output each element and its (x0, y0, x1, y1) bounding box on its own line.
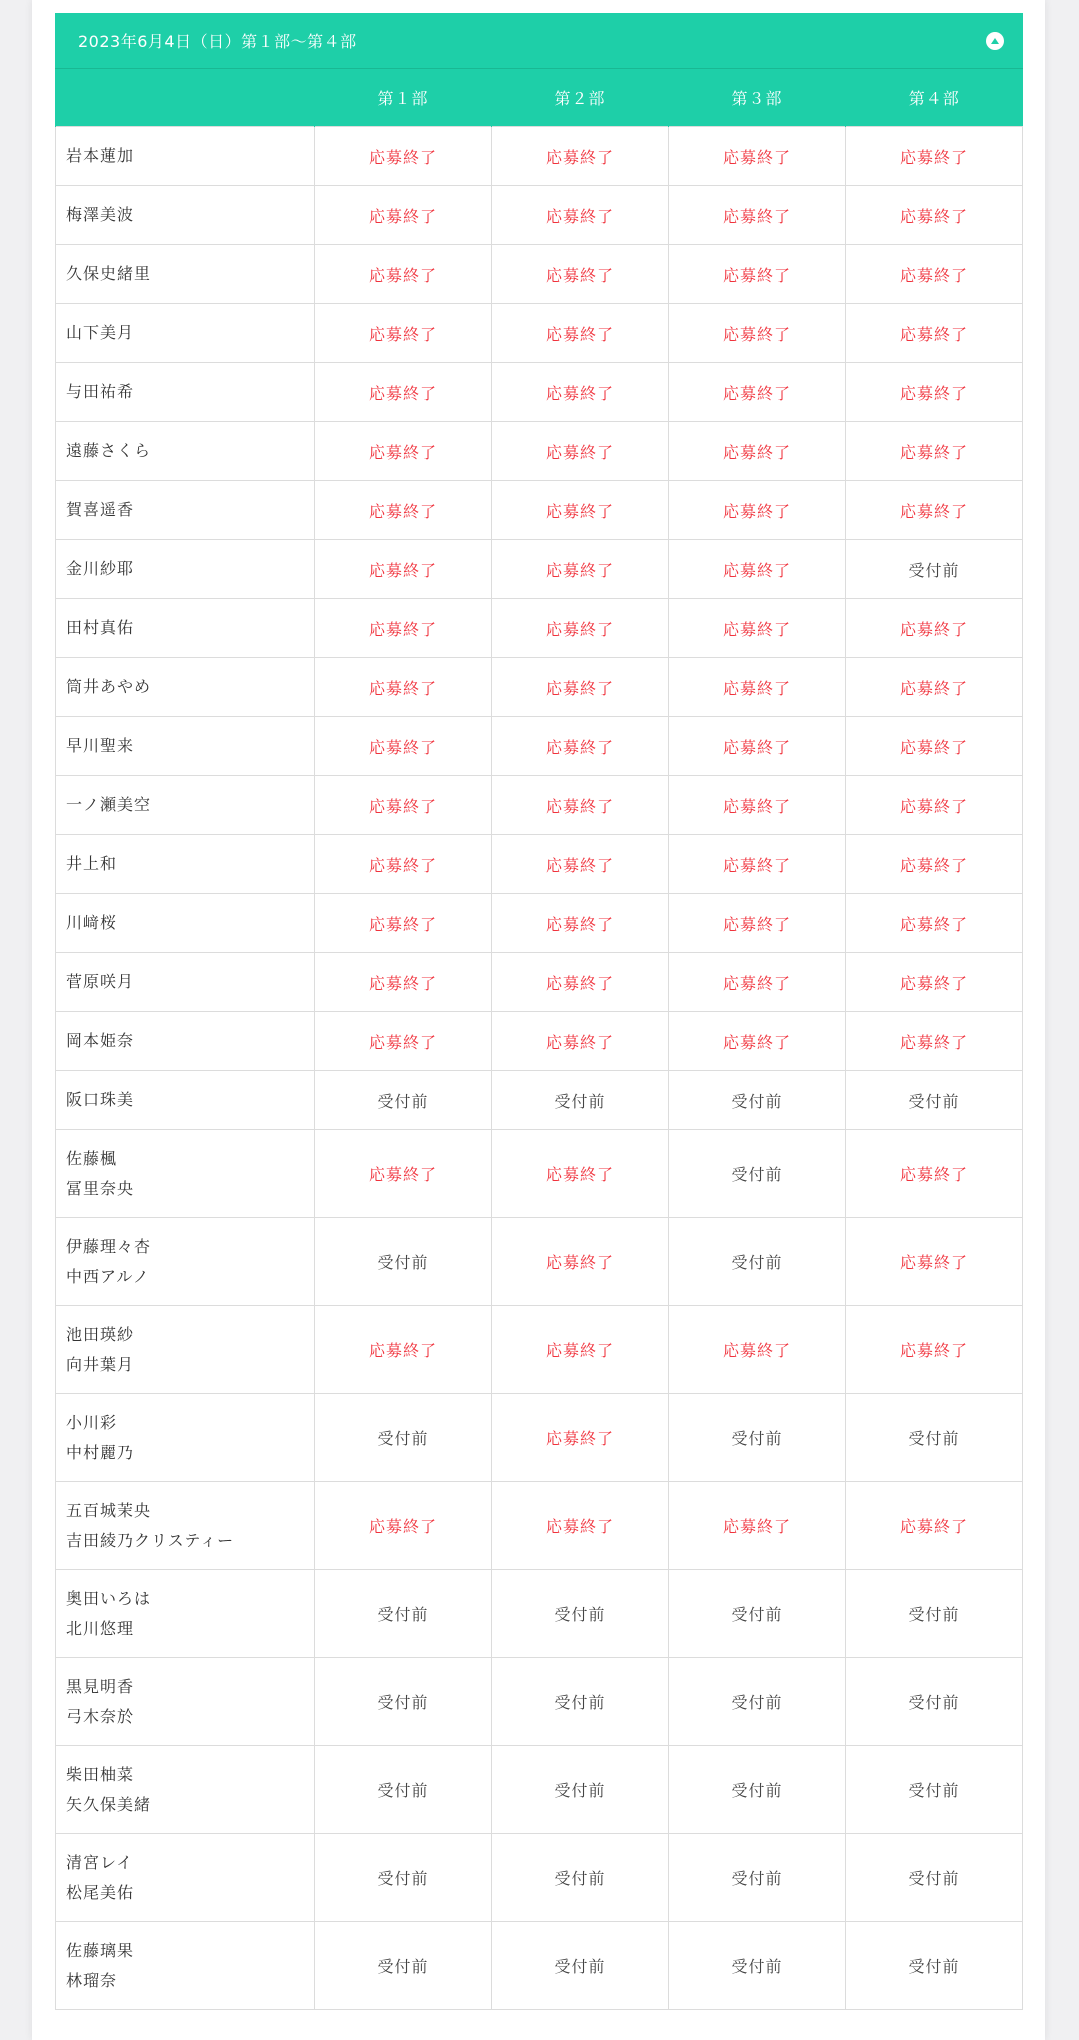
status-part-2: 応募終了 (492, 599, 669, 658)
member-name-cell (56, 186, 315, 245)
status-part-4: 応募終了 (846, 304, 1023, 363)
status-part-3: 応募終了 (669, 186, 846, 245)
status-part-2: 応募終了 (492, 1218, 669, 1306)
status-part-2: 応募終了 (492, 953, 669, 1012)
status-part-3: 受付前 (669, 1218, 846, 1306)
member-name-cell (56, 363, 315, 422)
status-part-1: 応募終了 (315, 1012, 492, 1071)
status-part-4: 応募終了 (846, 422, 1023, 481)
status-part-4: 応募終了 (846, 245, 1023, 304)
status-part-1: 応募終了 (315, 894, 492, 953)
member-name-cell (56, 1922, 315, 2010)
status-part-3: 応募終了 (669, 717, 846, 776)
status-part-4: 応募終了 (846, 363, 1023, 422)
status-part-1: 応募終了 (315, 1306, 492, 1394)
status-part-4: 応募終了 (846, 835, 1023, 894)
member-name: 中西アルノ (66, 1266, 150, 1286)
table-row (56, 1834, 1023, 1922)
status-part-2: 応募終了 (492, 363, 669, 422)
member-name-cell (56, 481, 315, 540)
member-name-cell (56, 1746, 315, 1834)
status-part-4: 応募終了 (846, 1130, 1023, 1218)
table-row (56, 599, 1023, 658)
member-name: 岡本姫奈 (66, 1031, 135, 1050)
status-part-1: 受付前 (315, 1570, 492, 1658)
status-part-1: 応募終了 (315, 245, 492, 304)
member-name: 岩本蓮加 (66, 146, 135, 165)
status-part-2: 受付前 (492, 1071, 669, 1130)
status-part-1: 受付前 (315, 1218, 492, 1306)
member-name-cell (56, 540, 315, 599)
member-name: 弓木奈於 (66, 1706, 135, 1726)
table-row (56, 1570, 1023, 1658)
status-part-1: 応募終了 (315, 363, 492, 422)
table-row (56, 776, 1023, 835)
status-part-2: 受付前 (492, 1570, 669, 1658)
member-name: 遠藤さくら (66, 441, 152, 460)
status-part-1: 応募終了 (315, 481, 492, 540)
status-part-2: 応募終了 (492, 1394, 669, 1482)
member-name: 一ノ瀬美空 (66, 795, 152, 814)
member-name: 伊藤理々杏 (66, 1236, 152, 1256)
status-part-2: 応募終了 (492, 186, 669, 245)
status-part-3: 受付前 (669, 1394, 846, 1482)
member-name-cell (56, 1218, 315, 1306)
member-name-cell (56, 835, 315, 894)
table-row (56, 1482, 1023, 1570)
status-part-4: 応募終了 (846, 1306, 1023, 1394)
status-part-1: 受付前 (315, 1834, 492, 1922)
table-row (56, 894, 1023, 953)
status-part-3: 応募終了 (669, 599, 846, 658)
status-part-2: 応募終了 (492, 422, 669, 481)
member-name: 清宮レイ (66, 1852, 134, 1872)
table-row (56, 186, 1023, 245)
status-part-1: 応募終了 (315, 1482, 492, 1570)
collapse-icon[interactable] (986, 32, 1004, 50)
member-name: 吉田綾乃クリスティー (66, 1530, 235, 1550)
member-name-cell (56, 1482, 315, 1570)
table-row (56, 1306, 1023, 1394)
table-row (56, 1658, 1023, 1746)
member-name-cell (56, 1570, 315, 1658)
status-part-3: 応募終了 (669, 1306, 846, 1394)
status-part-3: 応募終了 (669, 363, 846, 422)
status-part-3: 応募終了 (669, 540, 846, 599)
member-name: 冨里奈央 (66, 1178, 135, 1198)
status-part-3: 応募終了 (669, 304, 846, 363)
status-part-2: 応募終了 (492, 658, 669, 717)
status-part-1: 応募終了 (315, 304, 492, 363)
member-name-cell (56, 304, 315, 363)
status-part-4: 応募終了 (846, 599, 1023, 658)
member-name-cell (56, 1071, 315, 1130)
column-header-part-2: 第２部 (492, 69, 669, 127)
column-header-part-1: 第１部 (315, 69, 492, 127)
table-row (56, 835, 1023, 894)
member-name: 山下美月 (66, 323, 135, 342)
table-row (56, 1218, 1023, 1306)
table-row (56, 1922, 1023, 2010)
table-row (56, 422, 1023, 481)
member-name: 向井葉月 (66, 1354, 135, 1374)
table-row (56, 363, 1023, 422)
member-name: 奥田いろは (66, 1588, 152, 1608)
column-header-part-3: 第３部 (669, 69, 846, 127)
member-name: 佐藤璃果 (66, 1940, 135, 1960)
status-part-3: 受付前 (669, 1570, 846, 1658)
table-row (56, 658, 1023, 717)
table-row (56, 127, 1023, 186)
member-name: 池田瑛紗 (66, 1324, 135, 1344)
status-part-4: 受付前 (846, 1658, 1023, 1746)
status-part-1: 応募終了 (315, 835, 492, 894)
status-part-4: 応募終了 (846, 776, 1023, 835)
date-title: 2023年6月4日（日）第１部〜第４部 (78, 32, 357, 51)
table-row (56, 1071, 1023, 1130)
status-part-4: 受付前 (846, 1922, 1023, 2010)
member-name: 梅澤美波 (66, 205, 135, 224)
status-part-4: 応募終了 (846, 717, 1023, 776)
table-row (56, 304, 1023, 363)
status-part-1: 受付前 (315, 1746, 492, 1834)
member-name: 田村真佑 (66, 618, 135, 637)
schedule-table (55, 69, 1023, 2010)
column-header-part-4: 第４部 (846, 69, 1023, 127)
status-part-3: 応募終了 (669, 481, 846, 540)
status-part-2: 応募終了 (492, 1130, 669, 1218)
member-name: 金川紗耶 (66, 559, 135, 578)
member-name: 小川彩 (66, 1412, 118, 1432)
status-part-1: 応募終了 (315, 658, 492, 717)
status-part-4: 受付前 (846, 1834, 1023, 1922)
member-name-cell (56, 1306, 315, 1394)
member-name: 林瑠奈 (66, 1970, 118, 1990)
table-row (56, 1394, 1023, 1482)
schedule-card (32, 0, 1045, 2040)
status-part-1: 応募終了 (315, 717, 492, 776)
status-part-3: 受付前 (669, 1658, 846, 1746)
table-row (56, 1746, 1023, 1834)
member-name: 中村麗乃 (66, 1442, 135, 1462)
member-name: 松尾美佑 (66, 1882, 135, 1902)
member-name: 北川悠理 (66, 1618, 135, 1638)
member-name-cell (56, 245, 315, 304)
status-part-2: 応募終了 (492, 717, 669, 776)
status-part-4: 応募終了 (846, 481, 1023, 540)
date-header[interactable] (55, 13, 1023, 69)
status-part-3: 応募終了 (669, 776, 846, 835)
status-part-3: 応募終了 (669, 953, 846, 1012)
status-part-4: 受付前 (846, 1394, 1023, 1482)
member-name: 与田祐希 (66, 382, 135, 401)
member-name: 阪口珠美 (66, 1090, 135, 1109)
status-part-4: 受付前 (846, 1746, 1023, 1834)
member-name-cell (56, 658, 315, 717)
status-part-4: 受付前 (846, 1570, 1023, 1658)
status-part-4: 応募終了 (846, 1482, 1023, 1570)
member-name-cell (56, 894, 315, 953)
table-row (56, 540, 1023, 599)
status-part-3: 受付前 (669, 1746, 846, 1834)
member-name: 矢久保美緒 (66, 1794, 152, 1814)
member-name-cell (56, 599, 315, 658)
status-part-2: 応募終了 (492, 481, 669, 540)
status-part-1: 応募終了 (315, 186, 492, 245)
status-part-4: 応募終了 (846, 953, 1023, 1012)
status-part-2: 応募終了 (492, 1012, 669, 1071)
status-part-4: 応募終了 (846, 127, 1023, 186)
schedule-table-wrap (55, 13, 1023, 2010)
table-row (56, 245, 1023, 304)
status-part-1: 応募終了 (315, 776, 492, 835)
status-part-4: 応募終了 (846, 1012, 1023, 1071)
status-part-2: 応募終了 (492, 1482, 669, 1570)
status-part-2: 応募終了 (492, 245, 669, 304)
status-part-2: 応募終了 (492, 835, 669, 894)
table-row (56, 1012, 1023, 1071)
member-name-cell (56, 1012, 315, 1071)
status-part-2: 応募終了 (492, 304, 669, 363)
member-name: 久保史緒里 (66, 264, 152, 283)
status-part-1: 受付前 (315, 1394, 492, 1482)
member-name: 佐藤楓 (66, 1148, 118, 1168)
member-name-cell (56, 717, 315, 776)
member-name-cell (56, 127, 315, 186)
status-part-1: 応募終了 (315, 953, 492, 1012)
status-part-1: 応募終了 (315, 127, 492, 186)
table-row (56, 1130, 1023, 1218)
status-part-4: 応募終了 (846, 894, 1023, 953)
member-name-cell (56, 422, 315, 481)
member-name-cell (56, 1394, 315, 1482)
member-name-cell (56, 1658, 315, 1746)
table-header-row (56, 69, 1023, 127)
status-part-3: 応募終了 (669, 127, 846, 186)
member-name-cell (56, 1834, 315, 1922)
member-name: 黒見明香 (66, 1676, 135, 1696)
status-part-3: 応募終了 (669, 422, 846, 481)
status-part-3: 受付前 (669, 1922, 846, 2010)
status-part-2: 応募終了 (492, 1306, 669, 1394)
status-part-2: 応募終了 (492, 540, 669, 599)
status-part-2: 受付前 (492, 1658, 669, 1746)
status-part-3: 受付前 (669, 1834, 846, 1922)
status-part-1: 受付前 (315, 1922, 492, 2010)
status-part-3: 応募終了 (669, 894, 846, 953)
status-part-3: 応募終了 (669, 658, 846, 717)
status-part-1: 応募終了 (315, 422, 492, 481)
member-name: 賀喜遥香 (66, 500, 135, 519)
column-header-name (56, 69, 315, 127)
member-name-cell (56, 1130, 315, 1218)
status-part-4: 受付前 (846, 1071, 1023, 1130)
table-body (56, 127, 1023, 2010)
table-row (56, 953, 1023, 1012)
status-part-1: 受付前 (315, 1658, 492, 1746)
status-part-2: 応募終了 (492, 127, 669, 186)
status-part-4: 応募終了 (846, 658, 1023, 717)
status-part-2: 応募終了 (492, 776, 669, 835)
status-part-3: 応募終了 (669, 1482, 846, 1570)
member-name: 井上和 (66, 854, 118, 873)
status-part-3: 応募終了 (669, 835, 846, 894)
member-name-cell (56, 953, 315, 1012)
status-part-3: 応募終了 (669, 245, 846, 304)
status-part-4: 受付前 (846, 540, 1023, 599)
status-part-3: 受付前 (669, 1071, 846, 1130)
member-name: 川﨑桜 (66, 913, 118, 932)
member-name: 筒井あやめ (66, 677, 152, 696)
status-part-1: 応募終了 (315, 540, 492, 599)
status-part-1: 応募終了 (315, 1130, 492, 1218)
status-part-3: 受付前 (669, 1130, 846, 1218)
status-part-2: 受付前 (492, 1922, 669, 2010)
table-row (56, 717, 1023, 776)
status-part-4: 応募終了 (846, 1218, 1023, 1306)
member-name: 菅原咲月 (66, 972, 135, 991)
member-name: 早川聖来 (66, 736, 135, 755)
status-part-2: 受付前 (492, 1834, 669, 1922)
status-part-2: 応募終了 (492, 894, 669, 953)
member-name: 五百城茉央 (66, 1500, 152, 1520)
status-part-4: 応募終了 (846, 186, 1023, 245)
member-name: 柴田柚菜 (66, 1764, 135, 1784)
status-part-3: 応募終了 (669, 1012, 846, 1071)
status-part-1: 応募終了 (315, 599, 492, 658)
member-name-cell (56, 776, 315, 835)
table-row (56, 481, 1023, 540)
status-part-2: 受付前 (492, 1746, 669, 1834)
status-part-1: 受付前 (315, 1071, 492, 1130)
